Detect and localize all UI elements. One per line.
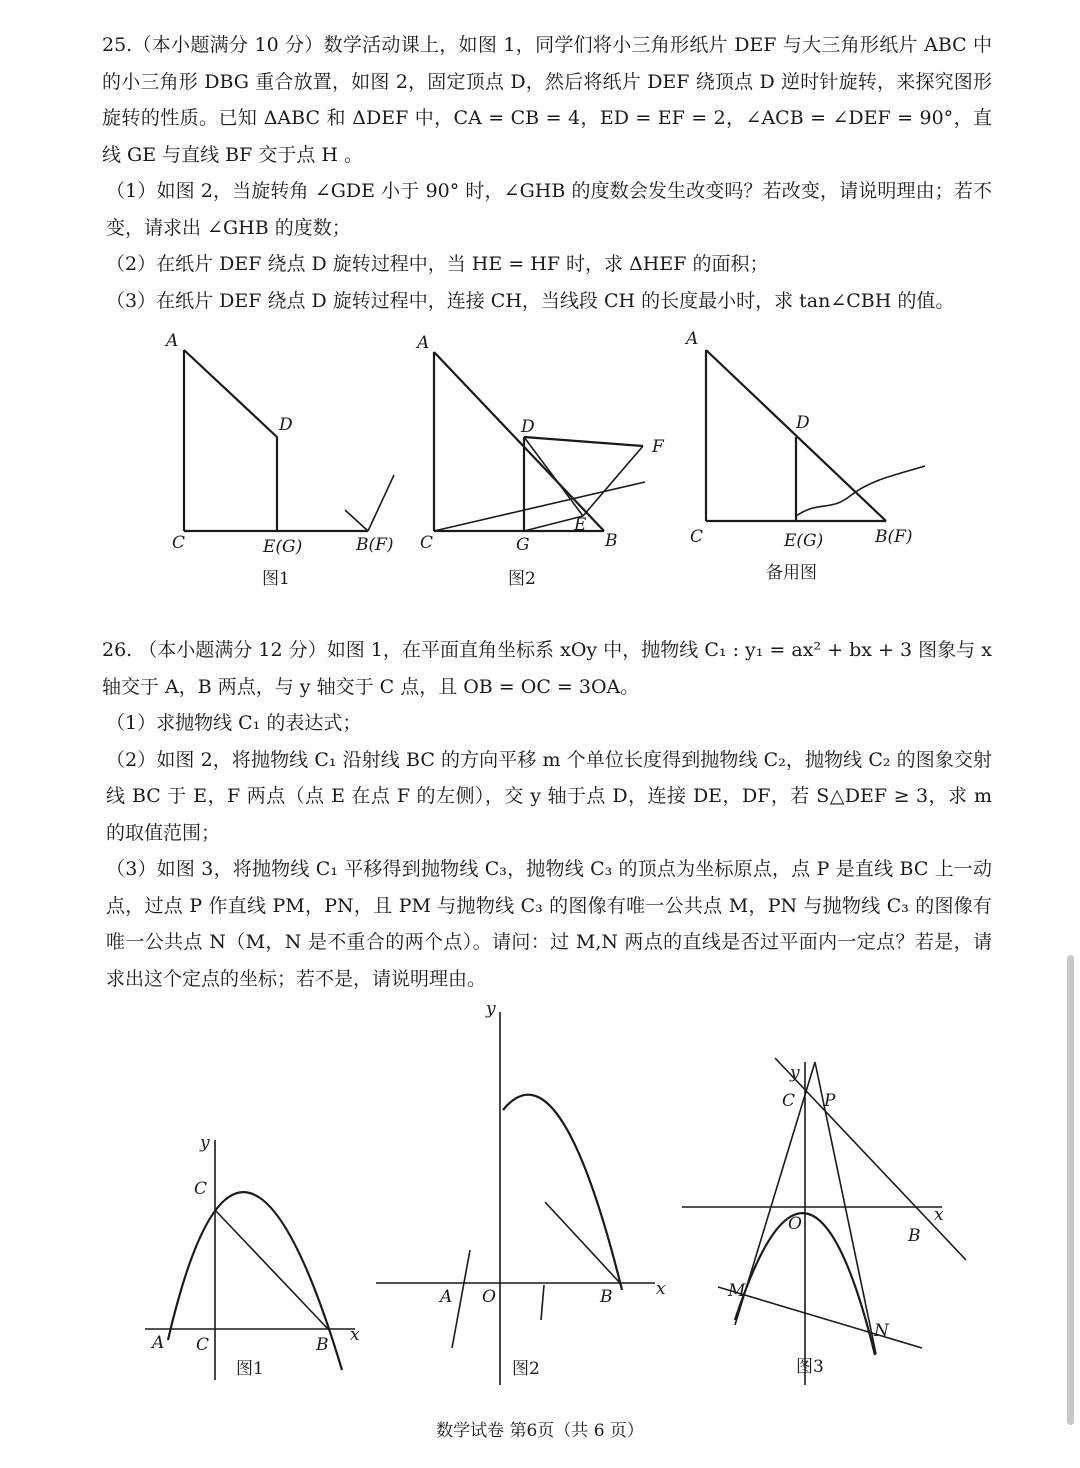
q26f1-label-C: C [194, 1179, 208, 1199]
q26-figure-2 [376, 1000, 666, 1385]
fig2-label-B: B [605, 531, 618, 551]
q26-part-3: （3）如图 3，将抛物线 C₁ 平移得到抛物线 C₃，抛物线 C₃ 的顶点为坐标原点，点 P 是直线 BC 上一动点，过点 P 作直线 PM，PN，且 PM 与抛物线 C₃ 的图像有唯一公共点 M，PN 与抛物线 C₃ 的图像有唯一公共点 N（M，N 是不重合的两个点）。请问：过 M,N 两点的直线是否过平面内一定点？若是，请求出这个定点的坐标；若不是，请说明理由。 [106, 858, 992, 990]
q26f1-label-y: y [200, 1133, 210, 1153]
q26f2-caption: 图2 [512, 1359, 540, 1379]
fig1-label-BF: B(F) [356, 535, 394, 555]
q26f2-label-A: A [440, 1287, 453, 1307]
fig3-label-D: D [796, 413, 810, 433]
q25-stem: 25.（本小题满分 10 分）数学活动课上，如图 1，同学们将小三角形纸片 DEF 与大三角形纸片 ABC 中的小三角形 DBG 重合放置，如图 2，固定顶点 D，然后将纸片 DEF 绕顶点 D 逆时针旋转，来探究图形旋转的性质。已知 ΔABC 和 ΔDEF 中，CA = CB = 4，ED = EF = 2，∠ACB = ∠DEF = 90°，直线 GE 与直线 BF 交于点 H 。 [102, 34, 992, 166]
fig2-label-C: C [420, 533, 434, 553]
fig2-label-G: G [516, 535, 530, 555]
q26f3-label-C: C [782, 1091, 796, 1111]
q26f2-label-O: O [482, 1287, 496, 1307]
q26-stem: 26. （本小题满分 12 分）如图 1，在平面直角坐标系 xOy 中，抛物线 C₁ : y₁ = ax² + bx + 3 图象与 x 轴交于 A，B 两点，与 y 轴交于 C 点，且 OB = OC = 3OA。 [102, 639, 992, 698]
fig3-caption: 备用图 [766, 563, 817, 583]
q26f3-label-x: x [934, 1205, 944, 1225]
q26-figure-1 [145, 1133, 360, 1380]
fig2-label-D: D [521, 417, 535, 437]
q26f1-label-A: A [152, 1333, 165, 1353]
q25-figure-2 [415, 333, 665, 589]
q26f3-label-y: y [790, 1063, 800, 1083]
q26-part-1: （1）求抛物线 C₁ 的表达式； [106, 712, 362, 734]
q26f2-label-x: x [656, 1279, 666, 1299]
q26f3-label-O: O [788, 1214, 802, 1234]
q26f1-label-O: C [196, 1335, 210, 1355]
fig1-label-EG: E(G) [263, 537, 303, 557]
q26f1-label-B: B [316, 1335, 329, 1355]
q26f1-caption: 图1 [236, 1359, 264, 1379]
q25-part-1: （1）如图 2，当旋转角 ∠GDE 小于 90° 时，∠GHB 的度数会发生改变吗？若改变，请说明理由；若不变，请求出 ∠GHB 的度数； [106, 180, 992, 239]
fig2-label-A: A [417, 333, 430, 353]
q26f2-label-y: y [486, 1000, 496, 1019]
fig1-label-C: C [172, 533, 186, 553]
fig1-label-A: A [166, 331, 179, 351]
question-26 [102, 632, 992, 997]
scrollbar[interactable] [1067, 955, 1074, 1425]
q26f3-label-P: P [824, 1091, 836, 1111]
fig1-caption: 图1 [262, 569, 290, 589]
q25-part-2: （2）在纸片 DEF 绕点 D 旋转过程中，当 HE = HF 时，求 ΔHEF 的面积； [106, 253, 769, 275]
q25-part-3: （3）在纸片 DEF 绕点 D 旋转过程中，连接 CH，当线段 CH 的长度最小时，求 tan∠CBH 的值。 [106, 289, 955, 312]
q26-figures [0, 1000, 1080, 1400]
q26f3-label-M: M [728, 1281, 746, 1301]
q25-figure-1 [164, 331, 394, 589]
page-footer: 数学试卷 第6页（共 6 页） [436, 1421, 644, 1441]
q26f3-caption: 图3 [796, 1357, 824, 1377]
q25-figures [0, 320, 1080, 620]
fig2-label-E: E [574, 515, 587, 535]
q26-part-2: （2）如图 2，将抛物线 C₁ 沿射线 BC 的方向平移 m 个单位长度得到抛物线 C₂，抛物线 C₂ 的图象交射线 BC 于 E，F 两点（点 E 在点 F 的左侧），交 y 轴于点 D，连接 DE，DF，若 S△DEF ≥ 3，求 m 的取值范围； [106, 748, 992, 844]
question-25 [102, 27, 992, 319]
fig3-label-C: C [690, 527, 704, 547]
fig2-caption: 图2 [508, 569, 536, 589]
fig3-label-EG: E(G) [784, 531, 824, 551]
fig3-label-BF: B(F) [875, 527, 913, 547]
q26f2-label-B: B [600, 1287, 613, 1307]
fig1-label-D: D [279, 415, 293, 435]
fig3-label-A: A [686, 329, 699, 349]
q26f3-label-B: B [908, 1226, 921, 1246]
q25-figure-backup [684, 329, 925, 583]
q26f1-label-x: x [350, 1325, 360, 1345]
fig2-label-F: F [652, 437, 664, 457]
q26-figure-3 [682, 1058, 966, 1385]
q26f3-label-N: N [874, 1321, 889, 1341]
